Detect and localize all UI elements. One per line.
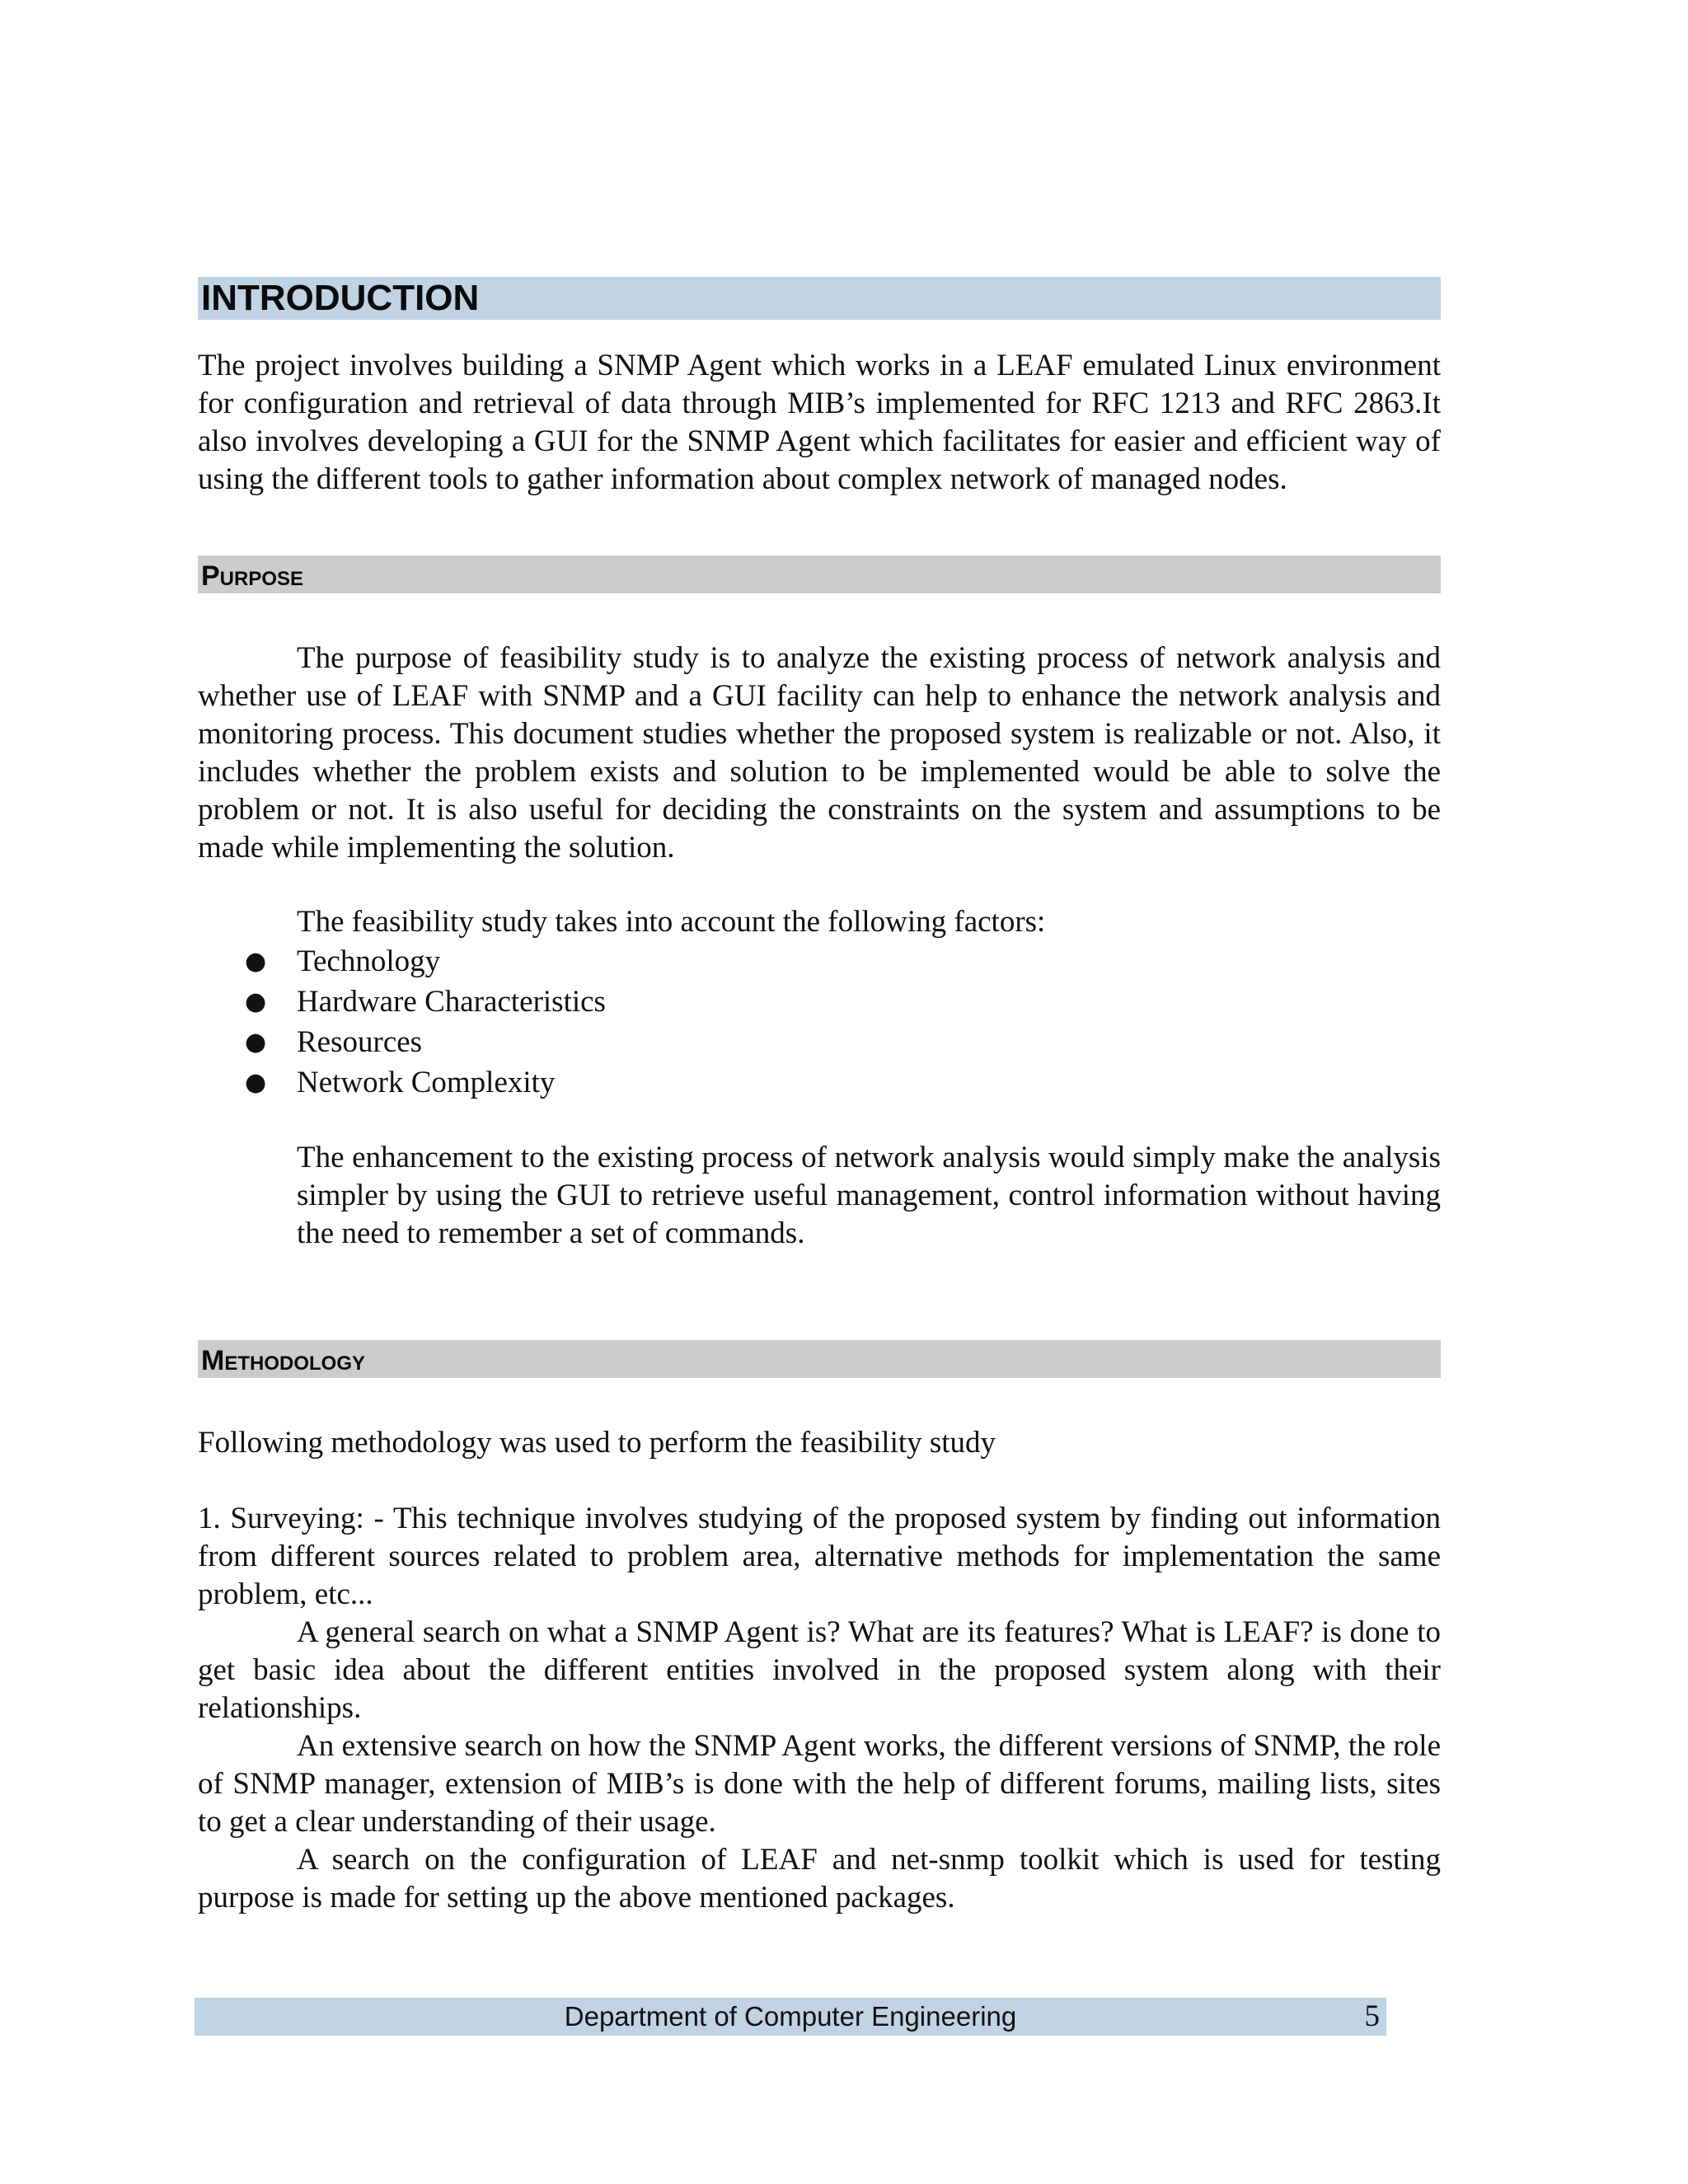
methodology-heading: Methodology xyxy=(198,1340,1441,1378)
bullet-icon: ● xyxy=(245,1068,267,1097)
surveying-paragraph: 1. Surveying: - This technique involves studying of the proposed system by finding out information from different sources related to problem area, alternative methods for implementation the same problem, etc... xyxy=(198,1502,1441,1611)
page-footer xyxy=(195,1998,1386,2036)
bullet-icon: ● xyxy=(245,947,267,976)
bullet-icon: ● xyxy=(245,1028,267,1057)
purpose-heading: Purpose xyxy=(198,555,1441,593)
introduction-paragraph: The project involves building a SNMP Agent which works in a LEAF emulated Linux environment for configuration and retrieval of data through MIB’s implemented for RFC 1213 and RFC 2863.It also involves developing a GUI for the SNMP Agent which facilitates for easier and efficient way of using the different tools to gather information about complex network of managed nodes. xyxy=(198,349,1441,496)
page-content xyxy=(198,277,1441,1917)
methodology-intro: Following methodology was used to perform the feasibility study xyxy=(198,1426,996,1460)
introduction-heading: INTRODUCTION xyxy=(198,277,1441,320)
list-item xyxy=(198,1022,1441,1062)
page-number: 5 xyxy=(1364,1999,1380,2033)
factors-intro: The feasibility study takes into account the following factors: xyxy=(297,905,1046,939)
list-item xyxy=(198,941,1441,982)
factor-label: Hardware Characteristics xyxy=(297,985,606,1019)
configuration-search-paragraph: A search on the configuration of LEAF and net-snmp toolkit which is used for testing purpose is made for setting up the above mentioned packages. xyxy=(198,1843,1441,1915)
factor-label: Technology xyxy=(297,944,441,978)
footer-department: Department of Computer Engineering xyxy=(564,2001,1017,2032)
purpose-paragraph: The purpose of feasibility study is to analyze the existing process of network analysis and whether use of LEAF with SNMP and a GUI facility can help to enhance the network analysis and monitoring process. This document studies whether the proposed system is realizable or not. Also, it includes whether the problem exists and solution to be implemented would be able to solve the problem or not. It is also useful for deciding the constraints on the system and assumptions to be made while implementing the solution. xyxy=(198,641,1441,865)
factors-list xyxy=(198,941,1441,1103)
factor-label: Network Complexity xyxy=(297,1066,556,1099)
extensive-search-paragraph: An extensive search on how the SNMP Agent works, the different versions of SNMP, the role of SNMP manager, extension of MIB’s is done with the help of different forums, mailing lists, sites to get a clear understanding of their usage. xyxy=(198,1729,1441,1839)
general-search-paragraph: A general search on what a SNMP Agent is? What are its features? What is LEAF? is done to get basic idea about the different entities involved in the proposed system along with their relationships. xyxy=(198,1615,1441,1725)
list-item xyxy=(198,982,1441,1022)
bullet-icon: ● xyxy=(245,987,267,1016)
list-item xyxy=(198,1062,1441,1103)
factor-label: Resources xyxy=(297,1025,423,1059)
enhancement-paragraph: The enhancement to the existing process of network analysis would simply make the analysis simpler by using the GUI to retrieve useful management, control information without having the need to remember a set of commands. xyxy=(297,1141,1441,1250)
